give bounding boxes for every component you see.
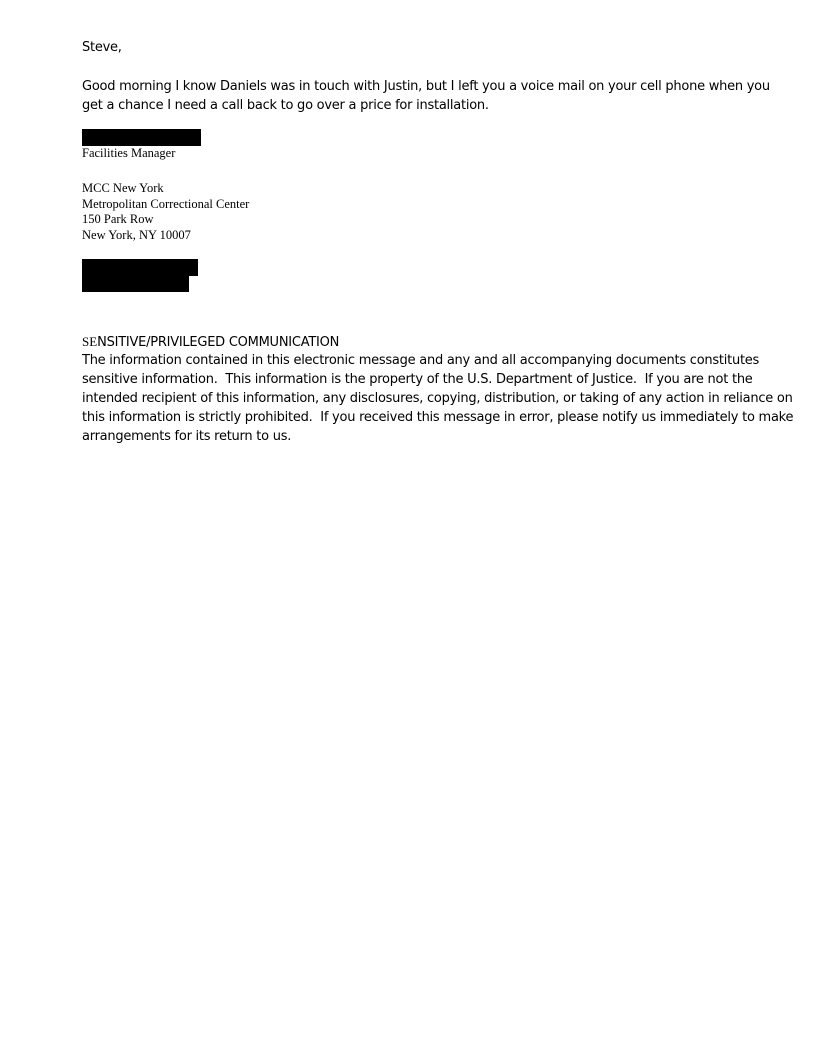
notice-line: sensitive information. This information is the property of the U.S. Department of Justice. If you are not the [82, 372, 753, 387]
address-line: New York, NY 10007 [82, 227, 191, 242]
notice-line: this information is strictly prohibited. If you received this message in error, please notify us immediately to make [82, 410, 794, 425]
notice-line: arrangements for its return to us. [82, 429, 292, 444]
email-greeting: Steve, [82, 40, 122, 55]
notice-heading [82, 332, 339, 352]
redaction-bar-contact [82, 276, 189, 292]
email-body-line: get a chance I need a call back to go over a price for installation. [82, 98, 489, 113]
email-body-line: Good morning I know Daniels was in touch with Justin, but I left you a voice mail on your cell phone when you [82, 79, 770, 94]
address-line: 150 Park Row [82, 212, 154, 226]
redaction-bar-name [82, 129, 201, 146]
notice-body [82, 351, 794, 446]
notice-heading-text: NSITIVE/PRIVILEGED COMMUNICATION [97, 335, 340, 350]
notice-line: The information contained in this electronic message and any and all accompanying documents constitutes [82, 353, 760, 368]
signature-address [82, 181, 249, 243]
redaction-bar-contact [82, 259, 198, 276]
signature-title: Facilities Manager [82, 146, 176, 160]
address-line: Metropolitan Correctional Center [82, 196, 250, 211]
notice-line: intended recipient of this information, any disclosures, copying, distribution, or taking of any action in reliance on [82, 391, 793, 406]
email-body [82, 77, 772, 115]
address-line: MCC New York [82, 181, 164, 195]
notice-heading-prefix: SE [82, 334, 98, 349]
